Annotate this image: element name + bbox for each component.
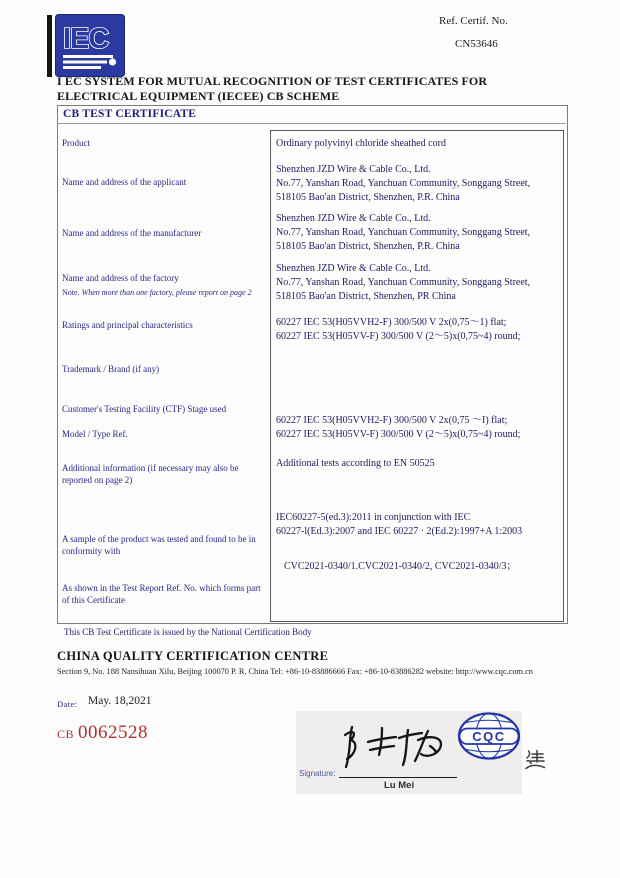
issuer-contact-line: Section 9, No. 188 Nansihuan Xilu, Beijing 100070 P. R. China Tel: +86-10-83886666 Fax: +86-10-83886282 website: http://www.cqc.com.cn xyxy=(57,667,533,676)
cqc-seal-logo xyxy=(456,711,522,761)
value-line: 518105 Bao'an District, Shenzhen, PR China xyxy=(276,291,456,302)
value-line: 60227 IEC 53(H05VV-F) 300/500 V (2〜5)x(0,75~4) round; xyxy=(276,429,521,440)
ref-certif-number: CN53646 xyxy=(455,38,498,50)
scheme-title: I EC SYSTEM FOR MUTUAL RECOGNITION OF TEST CERTIFICATES FOR ELECTRICAL EQUIPMENT (IECEE) CB SCHEME xyxy=(57,74,488,104)
value-line: Additional tests according to EN 50525 xyxy=(276,458,435,469)
row-value-manufacturer xyxy=(276,212,558,254)
signature-line xyxy=(339,777,457,778)
row-value-factory xyxy=(276,262,558,304)
value-line: IEC60227-5(ed.3):2011 in conjunction with IEC xyxy=(276,512,471,523)
value-line: 60227 IEC 53(H05VVH2-F) 300/500 V 2x(0,75〜1) flat; xyxy=(276,317,507,328)
row-label-ctf-stage: Customer's Testing Facility (CTF) Stage used xyxy=(62,404,227,414)
row-label-factory: Name and address of the factory xyxy=(62,273,179,283)
row-value-product xyxy=(276,137,558,151)
cb-prefix: CB xyxy=(57,727,75,741)
row-label-test-report: As shown in the Test Report Ref. No. which forms part of this Certificate xyxy=(62,583,261,605)
value-line: 60227 IEC 53(H05VVH2-F) 300/500 V 2x(0,75 〜I) flat; xyxy=(276,415,508,426)
ref-certif-no-label: Ref. Certif. No. xyxy=(439,15,508,27)
value-line: No.77, Yanshan Road, Yanchuan Community, Songgang Street, xyxy=(276,227,531,238)
note-prefix: Note. xyxy=(62,288,80,297)
cb-certificate-number xyxy=(57,722,148,744)
row-value-additional-info xyxy=(276,457,558,471)
row-label-ratings: Ratings and principal characteristics xyxy=(62,320,193,330)
row-label-model-type: Model / Type Ref. xyxy=(62,429,128,439)
iec-logo-text: IEC xyxy=(63,23,109,55)
certificate-title: CB TEST CERTIFICATE xyxy=(63,108,197,120)
row-value-test-report xyxy=(284,560,566,574)
certificate-title-divider xyxy=(57,123,566,124)
row-label-applicant: Name and address of the applicant xyxy=(62,177,187,187)
stamp-character-jian xyxy=(524,748,546,772)
row-value-conformity xyxy=(276,511,558,539)
handwritten-signature xyxy=(338,720,460,774)
signature-label: Signature: xyxy=(299,769,336,778)
row-label-product: Product xyxy=(62,138,90,148)
value-line: Shenzhen JZD Wire & Cable Co., Ltd. xyxy=(276,164,431,175)
value-line: CVC2021-0340/1.CVC2021-0340/2, CVC2021-0340/3； xyxy=(284,561,517,572)
value-line: No.77, Yanshan Road, Yanchuan Community, Songgang Street, xyxy=(276,277,531,288)
row-label-conformity: A sample of the product was tested and found to be in conformity with xyxy=(62,534,256,556)
issued-by-note: This CB Test Certificate is issued by the National Certification Body xyxy=(64,627,312,637)
logo-left-bar xyxy=(47,15,52,77)
value-line: Ordinary polyvinyl chloride sheathed cord xyxy=(276,138,446,149)
date-value: May. 18,2021 xyxy=(88,695,152,707)
row-value-model-type xyxy=(276,414,558,442)
signer-name: Lu Mei xyxy=(384,780,415,791)
iec-logo xyxy=(55,14,125,77)
row-value-ratings xyxy=(276,316,558,344)
date-label: Date: xyxy=(57,699,78,709)
value-line: 60227-l(Ed.3):2007 and IEC 60227 · 2(Ed.2):1997+A 1:2003 xyxy=(276,526,523,537)
row-label-additional-info: Additional information (if necessary may also be reported on page 2) xyxy=(62,463,239,485)
value-line: 60227 IEC 53(H05VV-F) 300/500 V (2〜5)x(0,75~4) round; xyxy=(276,331,521,342)
value-line: 518105 Bao'an District, Shenzhen, P.R. China xyxy=(276,192,460,203)
row-value-applicant xyxy=(276,163,558,205)
value-line: No.77, Yanshan Road, Yanchuan Community, Songgang Street, xyxy=(276,178,531,189)
cqc-logo-text: CQC xyxy=(472,728,506,744)
value-line: 518105 Bao'an District, Shenzhen, P.R. China xyxy=(276,241,460,252)
cb-number: 0062528 xyxy=(78,722,149,743)
value-line: Shenzhen JZD Wire & Cable Co., Ltd. xyxy=(276,263,431,274)
value-line: Shenzhen JZD Wire & Cable Co., Ltd. xyxy=(276,213,431,224)
issuer-name: CHINA QUALITY CERTIFICATION CENTRE xyxy=(57,649,329,663)
row-note-factory xyxy=(62,288,252,297)
row-label-trademark: Trademark / Brand (if any) xyxy=(62,364,160,374)
note-text: When more than one factory, please report on page 2 xyxy=(79,288,252,297)
row-label-manufacturer: Name and address of the manufacturer xyxy=(62,228,202,238)
